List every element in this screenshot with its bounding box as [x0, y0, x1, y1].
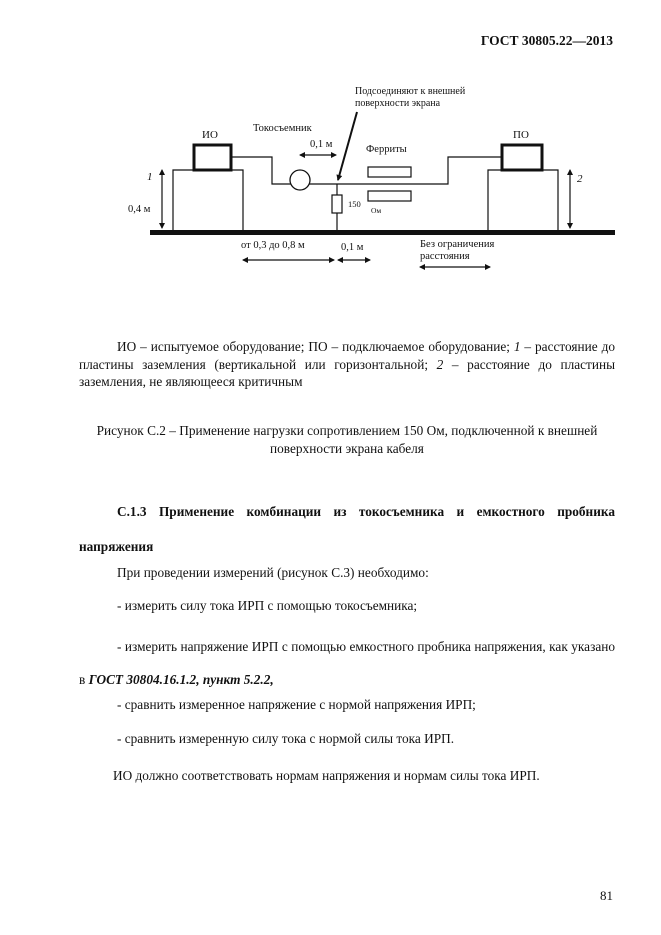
- standard-reference: ГОСТ 30804.16.1.2: [88, 672, 197, 687]
- label-current-clamp: Токосъемник: [253, 123, 312, 134]
- legend-number-1: 1: [513, 339, 521, 354]
- cable: [231, 157, 502, 184]
- label-1: 1: [147, 171, 153, 183]
- clause-reference: пункт 5.2.2: [202, 672, 271, 687]
- label-ferrites: Ферриты: [366, 144, 407, 155]
- label-po: ПО: [513, 129, 529, 141]
- section-heading: С.1.3 Применение комбинации из токосъемника и емкостного пробника напряжения: [79, 504, 615, 554]
- label-0-4m: 0,4 м: [128, 204, 151, 215]
- figure-caption: Рисунок С.2 – Применение нагрузки сопротивлением 150 Ом, подключенной к внешней поверхности экрана кабеля: [96, 423, 598, 456]
- connection-arrow: [338, 112, 357, 180]
- eut-box: [194, 145, 231, 170]
- label-unlimited-line1: Без ограничения: [420, 239, 495, 250]
- list-item: - сравнить измеренную силу тока с нормой силы тока ИРП.: [117, 731, 455, 746]
- label-unlimited-line2: расстояния: [420, 251, 470, 262]
- label-2: 2: [577, 173, 583, 185]
- figure-legend: ИО – испытуемое оборудование; ПО – подключаемое оборудование; 1 – расстояние до пластины заземления (вертикальной или горизонтальной; 2 – расстояние до пластины заземления, не являющееся критичным: [79, 339, 616, 389]
- label-0-1m-bottom: 0,1 м: [341, 242, 364, 253]
- label-connect-line2: поверхности экрана: [355, 98, 441, 109]
- label-150: 150: [348, 199, 361, 209]
- current-clamp: [290, 170, 310, 190]
- label-connect-line1: Подсоединяют к внешней: [355, 86, 466, 97]
- test-setup-diagram: [0, 0, 661, 300]
- label-ohm: Ом: [371, 206, 382, 215]
- list-item: - измерить силу тока ИРП с помощью токосъемника;: [117, 598, 418, 613]
- label-range: от 0,3 до 0,8 м: [241, 240, 305, 251]
- label-0-1m-top: 0,1 м: [310, 139, 333, 150]
- label-io: ИО: [202, 129, 218, 141]
- page-number: 81: [600, 888, 613, 903]
- list-item: - измерить напряжение ИРП с помощью емкостного пробника напряжения, как указано в ГОСТ 30804.16.1.2, пункт 5.2.2,: [79, 639, 615, 687]
- conclusion-text: ИО должно соответствовать нормам напряжения и нормам силы тока ИРП.: [113, 768, 540, 783]
- resistor-150-ohm: [332, 195, 342, 213]
- left-table: [173, 170, 243, 230]
- ferrite-top: [368, 167, 411, 177]
- ground-plane: [150, 230, 615, 235]
- right-table: [488, 170, 558, 230]
- legend-number-2: 2: [436, 356, 444, 372]
- list-item: - сравнить измеренное напряжение с нормой напряжения ИРП;: [117, 697, 476, 712]
- intro-text: При проведении измерений (рисунок С.3) необходимо:: [117, 565, 429, 580]
- ae-box: [502, 145, 542, 170]
- document-header: ГОСТ 30805.22—2013: [480, 33, 613, 48]
- ferrite-bottom: [368, 191, 411, 201]
